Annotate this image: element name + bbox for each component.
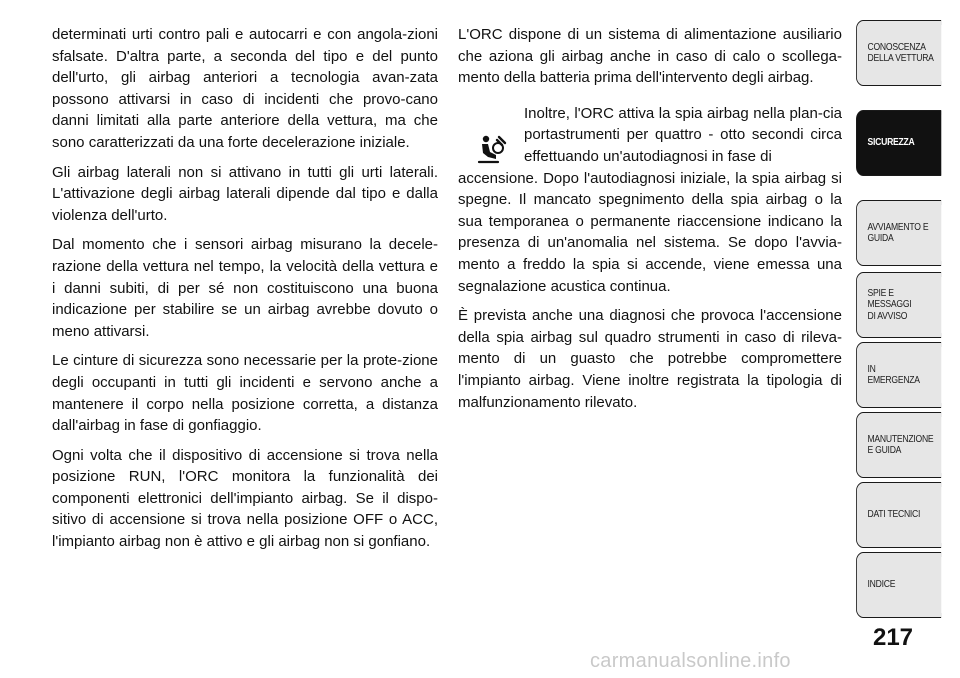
tab-label: IN EMERGENZA [867,362,920,386]
airbag-warning-block [458,103,842,297]
paragraph: Dal momento che i sensori airbag misurano la decele-razione della vettura nel tempo, la velocità della vettura e i danni subiti, di per sé non costituiscono una buona indicazione per stabilire se un airbag avrebbe dovuto o meno attivarsi. [52,236,438,340]
tab-label: MANUTENZIONE E GUIDA [867,432,934,456]
paragraph: L'ORC dispone di un sistema di alimentazione ausiliario che aziona gli airbag anche in caso di calo o scollega-mento della batteria prima dell'intervento degli airbag. [458,26,842,87]
watermark: carmanualsonline.info [590,650,791,672]
paragraph: È prevista anche una diagnosi che provoca l'accensione della spia airbag sul quadro strumenti in caso di rileva-mento di un guasto che potrebbe compromettere l'impianto airbag. Viene inoltre registrata la tipologia di malfunzionamento rilevato. [458,307,842,411]
right-text-column [458,24,842,421]
paragraph: determinati urti contro pali e autocarri e con angola-zioni sfalsate. D'altra parte, a seconda del tipo e del punto dell'urto, gli airbag anteriori a tecnologia avan-zata possono attivarsi in caso di incidenti che provo-cano danni limitati alla parte anteriore della vettura, ma che sono caratterizzati da una forte decelerazione iniziale. [52,26,438,151]
paragraph: Ogni volta che il dispositivo di accensione si trova nella posizione RUN, l'ORC monitora la funzionalità dei componenti elettronici dell'impianto airbag. Se il dispo-sitivo di accensione si trova nella posizione OFF o ACC, l'impianto airbag non è attivo e gli airbag non si gonfiano. [52,446,438,551]
tab-sicurezza[interactable] [856,110,941,176]
tab-dati-tecnici[interactable] [856,482,941,548]
tab-label: CONOSCENZA DELLA VETTURA [867,40,934,64]
tab-conoscenza-vettura[interactable] [856,20,941,86]
paragraph: Le cinture di sicurezza sono necessarie per la prote-zione degli occupanti in tutti gli incidenti e servono anche a mantenere il corpo nella posizione corretta, a distanza dall'airbag in fase di gonfiaggio. [52,352,438,435]
indented-text: Inoltre, l'ORC attiva la spia airbag nella plan-cia portastrumenti per quattro - otto secondi circa effettuando un'autodiagnosi in fase di [524,104,842,165]
page-number: 217 [872,624,914,651]
tab-avviamento-guida[interactable] [856,200,941,266]
tab-label: DATI TECNICI [867,508,921,521]
tab-label: SPIE E MESSAGGI DI AVVISO [867,286,912,322]
left-text-column [52,24,438,561]
paragraph-continuation: accensione. Dopo l'autodiagnosi iniziale, la spia airbag si spegne. Il mancato spegnimento della spia airbag o la sua temporanea o permanente riaccensione indicano la presenza di un'anomalia nel sistema. Se dopo l'avvia-mento a freddo la spia si accende, viene emessa una segnalazione acustica continua. [458,169,842,295]
tab-in-emergenza[interactable] [856,342,941,408]
paragraph: Gli airbag laterali non si attivano in tutti gli urti laterali. L'attivazione degli airbag laterali dipende dal tipo e dalla violenza dell'urto. [52,163,438,224]
tab-label: SICUREZZA [867,136,915,149]
tab-indice[interactable] [856,552,941,618]
tab-spie-messaggi[interactable] [856,272,941,338]
tab-manutenzione[interactable] [856,412,941,478]
tab-label: AVVIAMENTO E GUIDA [867,220,929,244]
airbag-warning-icon [476,133,508,165]
tab-label: INDICE [867,578,896,591]
